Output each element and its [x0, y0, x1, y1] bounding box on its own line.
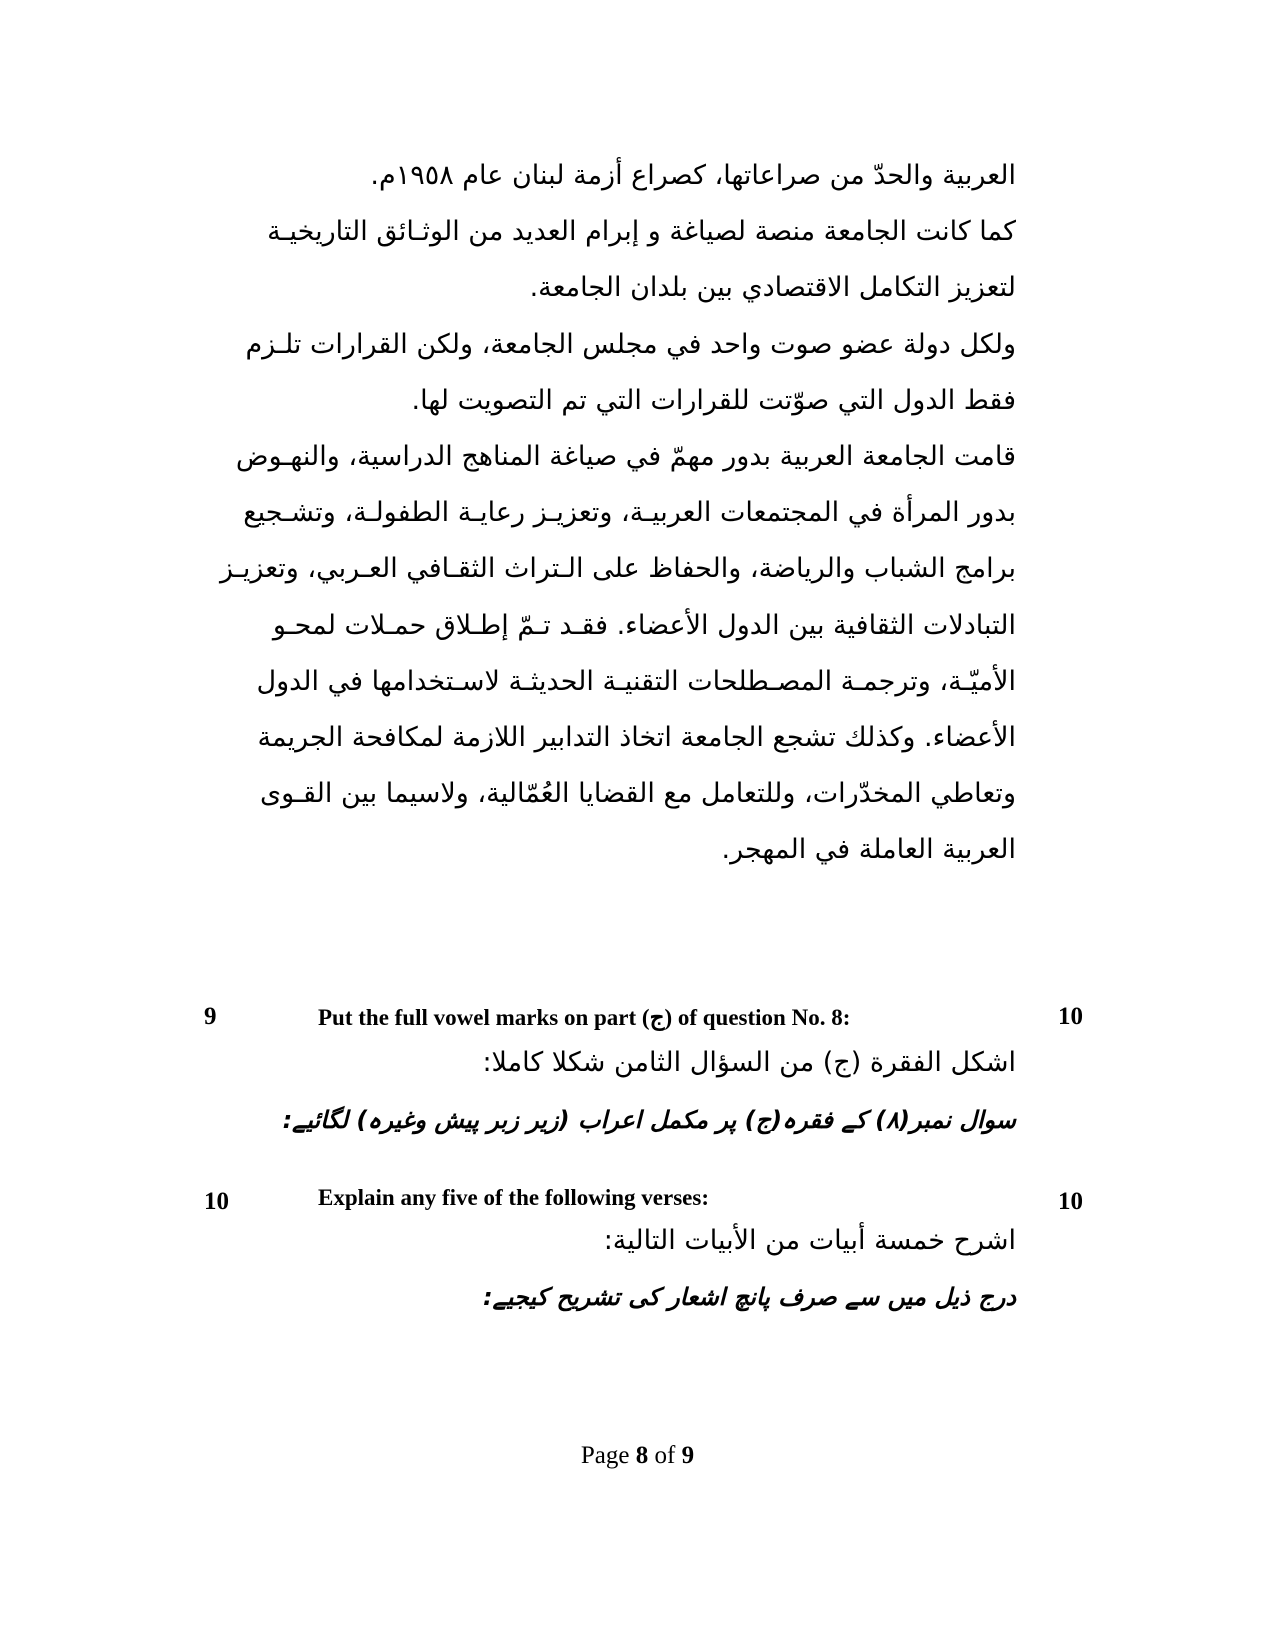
page-footer	[0, 1442, 1275, 1470]
question-english-text: Explain any five of the following verses:	[318, 1185, 709, 1210]
question-number: 9	[204, 1003, 217, 1030]
question-marks: 10	[1058, 1188, 1083, 1215]
passage-line: الأعضاء. وكذلك تشجع الجامعة اتخاذ التدابير اللازمة لمكافحة الجريمة	[257, 721, 1016, 753]
question-number: 10	[204, 1188, 229, 1215]
question-arabic-text: اشكل الفقرة (ج) من السؤال الثامن شكلا كاملا:	[482, 1047, 1016, 1078]
passage-line: كما كانت الجامعة منصة لصياغة و إبرام العديد من الوثـائق التاريخيـة	[267, 216, 1016, 248]
page-word: Page	[580, 1442, 630, 1469]
passage-line: ولكل دولة عضو صوت واحد في مجلس الجامعة، ولكن القرارات تلـزم	[245, 328, 1016, 360]
of-word: of	[654, 1442, 676, 1469]
passage-line: الأميّـة، وترجمـة المصـطلحات التقنيـة الحديثـة لاسـتخدامها في الدول	[256, 665, 1016, 697]
passage-line: برامج الشباب والرياضة، والحفاظ على الـتراث الثقـافي العـربي، وتعزيـز	[220, 553, 1016, 585]
passage-line: فقط الدول التي صوّتت للقرارات التي تم التصويت لها.	[411, 384, 1016, 416]
arabic-passage	[220, 148, 1016, 878]
question-english-text: Put the full vowel marks on part (ج) of question No. 8:	[318, 1005, 851, 1030]
passage-line: العربية والحدّ من صراعاتها، كصراع أزمة لبنان عام ١٩٥٨م.	[370, 160, 1016, 191]
passage-line: التبادلات الثقافية بين الدول الأعضاء. فقـد تـمّ إطـلاق حمـلات لمحـو	[272, 609, 1016, 641]
passage-line: وتعاطي المخدّرات، وللتعامل مع القضايا العُمّالية، ولاسيما بين القـوى	[260, 778, 1016, 810]
passage-line: العربية العاملة في المهجر.	[721, 834, 1016, 866]
question-arabic-text: اشرح خمسة أبيات من الأبيات التالية:	[603, 1225, 1016, 1256]
passage-line: لتعزيز التكامل الاقتصادي بين بلدان الجامعة.	[529, 272, 1016, 304]
question-urdu-text: سوال نمبر(٨) کے فقرہ(ج) پر مکمل اعراب (زیر زبر پیش وغیرہ) لگائیے:	[282, 1106, 1016, 1134]
passage-line: قامت الجامعة العربية بدور مهمّ في صياغة المناهج الدراسية، والنهـوض	[235, 440, 1016, 472]
total-pages-number: 9	[681, 1442, 695, 1469]
passage-line: بدور المرأة في المجتمعات العربيـة، وتعزيـز رعايـة الطفولـة، وتشـجيع	[243, 497, 1016, 529]
question-marks: 10	[1058, 1003, 1083, 1030]
current-page-number: 8	[635, 1442, 649, 1469]
question-urdu-text: درج ذیل میں سے صرف پانچ اشعار کی تشریح کیجیے:	[483, 1283, 1016, 1311]
